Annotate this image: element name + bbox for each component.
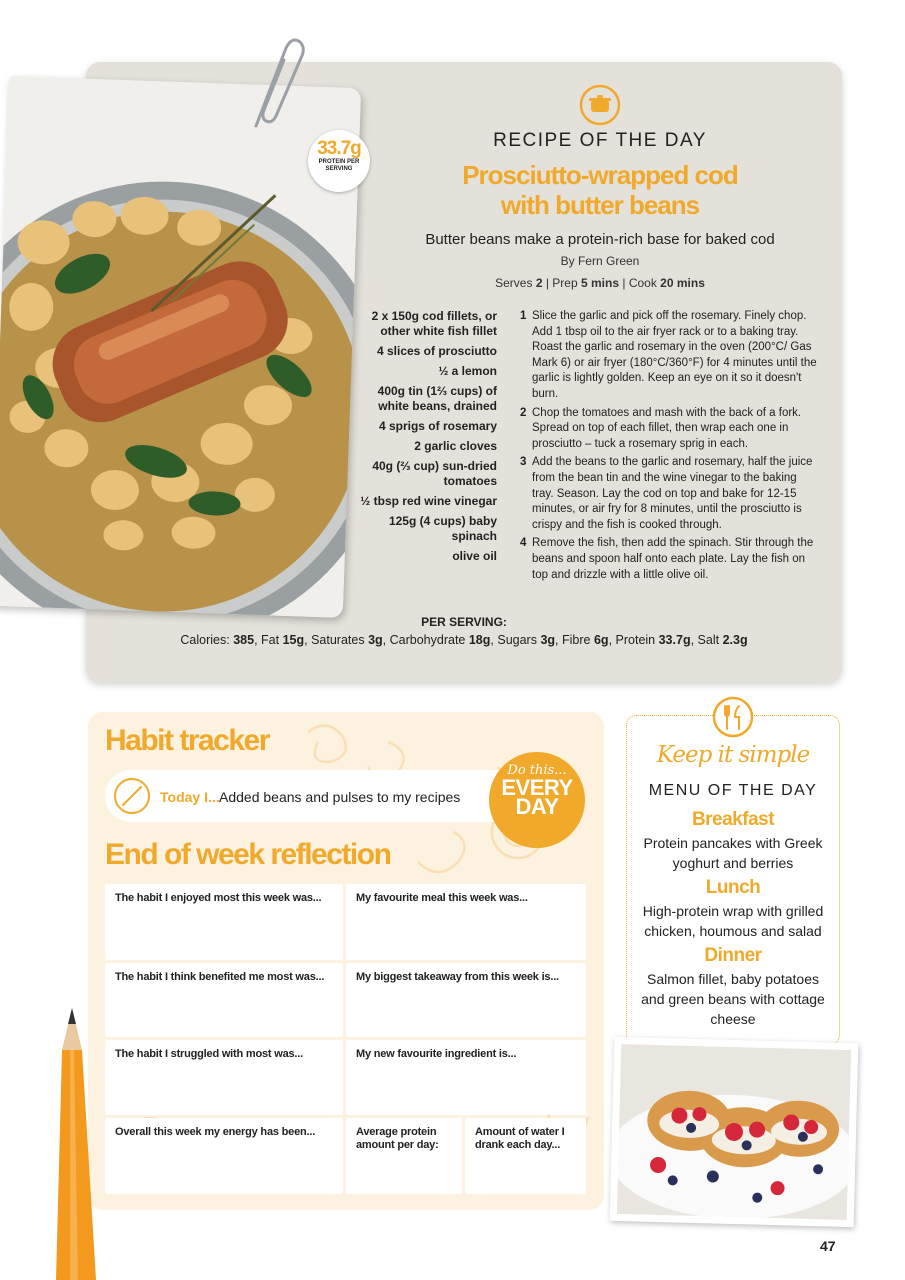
habit-tracker-title: Habit tracker <box>105 724 269 757</box>
nutrition-value: 18g <box>468 633 491 647</box>
ingredient-item: 125g (4 cups) baby spinach <box>388 514 497 543</box>
recipe-byline: By Fern Green <box>560 254 640 268</box>
pancake-photo <box>610 1037 859 1227</box>
cutlery-icon <box>712 696 754 738</box>
nutrition-value: 3g <box>540 633 556 647</box>
menu-script-title: Keep it simple <box>656 742 810 768</box>
reflection-cell[interactable] <box>346 1040 586 1115</box>
recipe-title <box>400 160 800 220</box>
nutrition-label: Fat <box>261 633 280 647</box>
nutrition-label: Saturates <box>311 633 365 647</box>
step-number: 2 <box>520 406 527 419</box>
paperclip-icon <box>246 36 306 136</box>
ingredient-item: 4 slices of prosciutto <box>376 344 497 358</box>
nutrition-value: 6g <box>593 633 609 647</box>
cook-label: Cook <box>628 276 657 290</box>
reflection-cell[interactable] <box>105 963 343 1037</box>
recipe-title-line1: Prosciutto-wrapped cod <box>462 160 738 190</box>
nutrition-label: Protein <box>615 633 656 647</box>
protein-badge-value: 33.7g <box>317 138 361 159</box>
method-step <box>520 309 820 403</box>
serves-value: 2 <box>535 276 543 290</box>
reflection-prompt: Amount of water I drank each day... <box>475 1126 565 1151</box>
step-text: Remove the fish, then add the spinach. Stir through the beans and spoon half onto each plate. Lay the fish on top and drizzle with a little olive oil. <box>532 537 814 581</box>
meal-desc-lunch: High-protein wrap with grilled chicken, houmous and salad <box>642 903 824 939</box>
ingredient-item: 2 x 150g cod fillets, or other white fish fillet <box>371 309 497 338</box>
reflection-prompt: My new favourite ingredient is... <box>356 1048 517 1060</box>
reflection-prompt: The habit I struggled with most was... <box>115 1048 303 1060</box>
reflection-prompt: Average protein amount per day: <box>356 1126 439 1151</box>
ingredient-item: 2 garlic cloves <box>414 439 497 453</box>
every-day-badge <box>489 752 585 848</box>
nutrition-value: 3g <box>368 633 383 647</box>
cook-value: 20 mins <box>660 276 705 290</box>
reflection-prompt: My favourite meal this week was... <box>356 892 528 904</box>
ingredient-item: ½ a lemon <box>438 364 497 378</box>
method-step <box>520 406 820 453</box>
nutrition-label: Sugars <box>497 633 537 647</box>
ingredients-list <box>356 309 497 569</box>
menu-heading: MENU OF THE DAY <box>648 782 818 799</box>
meal-desc-breakfast: Protein pancakes with Greek yoghurt and berries <box>643 835 823 871</box>
badge-line1: EVERY <box>501 775 573 800</box>
badge-small-text: Do this... <box>507 763 567 778</box>
nutrition-value: 2.3g <box>722 633 748 647</box>
recipe-intro: Butter beans make a protein-rich base for baked cod <box>425 231 775 248</box>
prep-value: 5 mins <box>581 276 620 290</box>
check-circle-icon[interactable] <box>112 776 152 816</box>
nutrition-label: Salt <box>697 633 720 647</box>
step-number: 3 <box>520 456 527 469</box>
nutrition-label: Calories: <box>180 633 230 647</box>
recipe-kicker: RECIPE OF THE DAY <box>493 130 707 151</box>
reflection-prompt: Overall this week my energy has been... <box>115 1126 316 1138</box>
protein-badge-label: PROTEIN PER SERVING <box>318 159 360 172</box>
step-text: Slice the garlic and pick off the rosemary. Finely chop. Add 1 tbsp oil to the air fryer rack or to a baking tray. Roast the garlic and rosemary in the oven (200°C/ Gas Mark 6) or air fryer (180°C/360°F) for 4 minutes until the garlic is lightly golden. Keep an eye on it so it doesn't burn. <box>532 310 817 400</box>
meal-title-lunch: Lunch <box>705 877 761 898</box>
ingredient-item: olive oil <box>452 549 497 563</box>
ingredient-item: 40g (⅔ cup) sun-dried tomatoes <box>372 459 497 488</box>
serves-label: Serves <box>495 276 533 290</box>
method-step <box>520 455 820 533</box>
step-number: 4 <box>520 537 527 550</box>
meal-desc-dinner: Salmon fillet, baby potatoes and green beans with cottage cheese <box>641 971 825 1027</box>
reflection-cell[interactable] <box>346 884 586 960</box>
ingredient-item: 4 sprigs of rosemary <box>378 419 497 433</box>
protein-badge <box>308 130 370 192</box>
nutrition-value: 385 <box>233 633 255 647</box>
recipe-photo <box>0 76 361 618</box>
meal-title-breakfast: Breakfast <box>691 809 775 830</box>
nutrition-label: Carbohydrate <box>389 633 466 647</box>
method-step <box>520 536 820 583</box>
method-list <box>520 309 820 586</box>
ingredient-item: 400g tin (1⅔ cups) of white beans, drained <box>377 384 497 413</box>
reflection-prompt: The habit I think benefited me most was... <box>115 971 325 983</box>
reflection-cell[interactable] <box>105 1040 343 1115</box>
reflection-prompt: The habit I enjoyed most this week was... <box>115 892 322 904</box>
reflection-cell[interactable] <box>105 884 343 960</box>
step-text: Add the beans to the garlic and rosemary, half the juice from the bean tin and the wine vinegar to the baking tray. Season. Lay the cod on top and bake for 12-15 minutes, or air fry for 8 minutes, until the prosciutto is crispy and the fish is cooked through. <box>532 456 813 531</box>
reflection-cell[interactable] <box>346 963 586 1037</box>
nutrition-value: 15g <box>282 633 305 647</box>
reflection-cell[interactable] <box>105 1118 343 1194</box>
today-text: Added beans and pulses to my recipes <box>219 789 461 805</box>
step-text: Chop the tomatoes and mash with the back of a fork. Spread on top of each fillet, then wrap each one in prosciutto – tuck a rosemary sprig in each. <box>532 406 802 450</box>
nutrition-line: Calories: 385, Fat 15g, Saturates 3g, Carbohydrate 18g, Sugars 3g, Fibre 6g, Protein 33.7g, Salt 2.3g <box>180 633 748 647</box>
nutrition-value: 33.7g <box>658 633 691 647</box>
ingredient-item: ½ tbsp red wine vinegar <box>360 494 497 508</box>
today-label: Today I... <box>160 789 220 805</box>
reflection-cell[interactable] <box>465 1118 586 1194</box>
per-serving-label: PER SERVING: <box>421 615 507 629</box>
recipe-serves-line: Serves 2 | Prep 5 mins | Cook 20 mins <box>495 276 705 290</box>
pencil-icon <box>56 1008 96 1280</box>
prep-label: Prep <box>552 276 578 290</box>
nutrition-label: Fibre <box>562 633 591 647</box>
recipe-title-line2: with butter beans <box>500 190 700 220</box>
reflection-cell[interactable] <box>346 1118 462 1194</box>
page-number: 47 <box>820 1238 836 1254</box>
badge-line2: DAY <box>515 794 559 819</box>
meal-title-dinner: Dinner <box>704 945 762 966</box>
reflection-prompt: My biggest takeaway from this week is... <box>356 971 559 983</box>
cooking-pot-icon <box>578 83 622 127</box>
reflection-title: End of week reflection <box>105 838 391 871</box>
step-number: 1 <box>520 310 527 322</box>
